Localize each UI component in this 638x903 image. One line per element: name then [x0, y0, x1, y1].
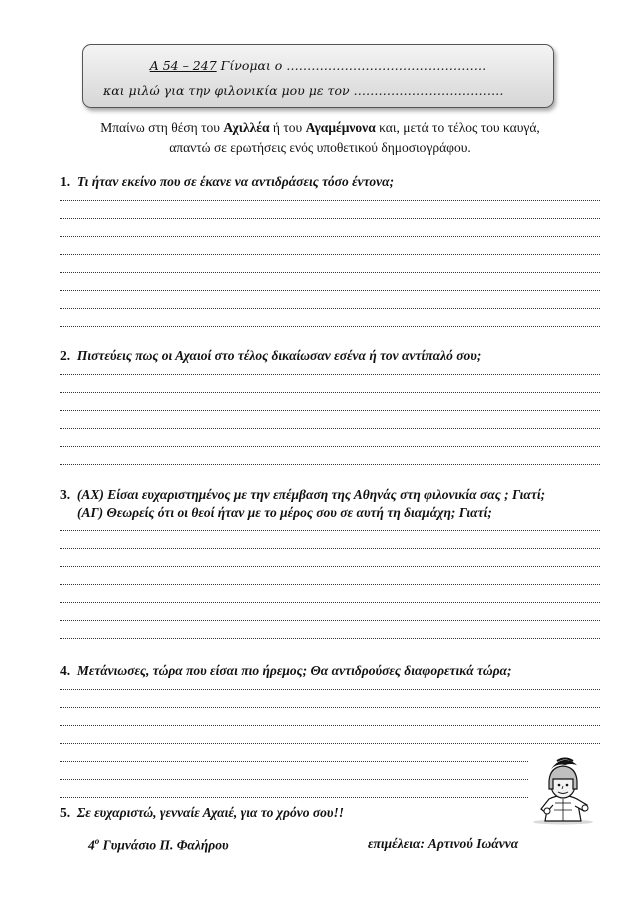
question-number: 4. [60, 663, 71, 678]
answer-line[interactable] [60, 584, 600, 585]
answer-line[interactable] [60, 374, 600, 375]
question-1 [60, 173, 605, 191]
answer-line[interactable] [60, 464, 600, 465]
answer-line[interactable] [60, 530, 600, 531]
answer-line[interactable] [60, 446, 600, 447]
question-number: 1. [60, 174, 71, 189]
greek-warrior-icon [527, 755, 599, 825]
question-number: 3. [60, 487, 71, 502]
question-number: 5. [60, 805, 71, 820]
title-prompt: Γίνομαι ο ………………………………………… [216, 58, 487, 73]
question-2 [60, 347, 605, 365]
answer-line[interactable] [60, 218, 600, 219]
answer-line[interactable] [60, 254, 600, 255]
instructions [40, 118, 600, 158]
question-text: Πιστεύεις πως οι Αχαιοί στο τέλος δικαίωσαν εσένα ή τον αντίπαλό σου; [76, 348, 482, 363]
question-5 [60, 804, 605, 822]
answer-line[interactable] [60, 725, 600, 726]
text-reference: Α 54 – 247 [149, 58, 217, 73]
question-3 [60, 486, 605, 504]
instr-part-2: ή του [269, 120, 306, 135]
answer-line[interactable] [60, 410, 600, 411]
school-number: 4 [88, 837, 95, 853]
answer-line[interactable] [60, 326, 600, 327]
title-line-1 [83, 58, 553, 73]
answer-line[interactable] [60, 602, 600, 603]
question-text: Τι ήταν εκείνο που σε έκανε να αντιδράσεις τόσο έντονα; [76, 174, 395, 189]
answer-line[interactable] [60, 638, 600, 639]
answer-line[interactable] [60, 779, 528, 780]
instructions-line-1 [40, 118, 600, 138]
answer-line[interactable] [60, 236, 600, 237]
question-text: (ΑΧ) Είσαι ευχαριστημένος με την επέμβαση της Αθηνάς στη φιλονικία σας ; Γιατί; [76, 487, 546, 502]
answer-line[interactable] [60, 797, 528, 798]
question-text: Σε ευχαριστώ, γενναίε Αχαιέ, για το χρόνο σου!! [76, 805, 344, 820]
answer-line[interactable] [60, 392, 600, 393]
instr-part-1: Μπαίνω στη θέση του [100, 120, 224, 135]
answer-line[interactable] [60, 620, 600, 621]
instructions-line-2: απαντώ σε ερωτήσεις ενός υποθετικού δημοσιογράφου. [169, 140, 471, 155]
instr-part-3: και, μετά το τέλος του καυγά, [375, 120, 540, 135]
answer-line[interactable] [60, 428, 600, 429]
answer-line[interactable] [60, 689, 600, 690]
name-agamemnon: Αγαμέμνονα [305, 120, 376, 135]
title-line-2: και μιλώ για την φιλονικία μου με τον ……………………………… [103, 83, 504, 98]
name-achilles: Αχιλλέα [223, 120, 270, 135]
question-4 [60, 662, 605, 680]
answer-line[interactable] [60, 566, 600, 567]
answer-line[interactable] [60, 707, 600, 708]
answer-line[interactable] [60, 548, 600, 549]
footer-editor: επιμέλεια: Αρτινού Ιωάννα [368, 836, 519, 851]
school-name: Γυμνάσιο Π. Φαλήρου [99, 837, 229, 853]
question-3-part-b: (ΑΓ) Θεωρείς ότι οι θεοί ήταν με το μέρος σου σε αυτή τη διαμάχη; Γιατί; [77, 505, 492, 520]
answer-line[interactable] [60, 290, 600, 291]
answer-line[interactable] [60, 308, 600, 309]
answer-line[interactable] [60, 761, 528, 762]
answer-line[interactable] [60, 200, 600, 201]
question-text: Μετάνιωσες, τώρα που είσαι πιο ήρεμος; Θα αντιδρούσες διαφορετικά τώρα; [76, 663, 512, 678]
title-box [82, 44, 554, 108]
answer-line[interactable] [60, 272, 600, 273]
school-ordinal: ο [94, 836, 100, 846]
footer-school [88, 836, 229, 854]
question-number: 2. [60, 348, 71, 363]
answer-line[interactable] [60, 743, 600, 744]
